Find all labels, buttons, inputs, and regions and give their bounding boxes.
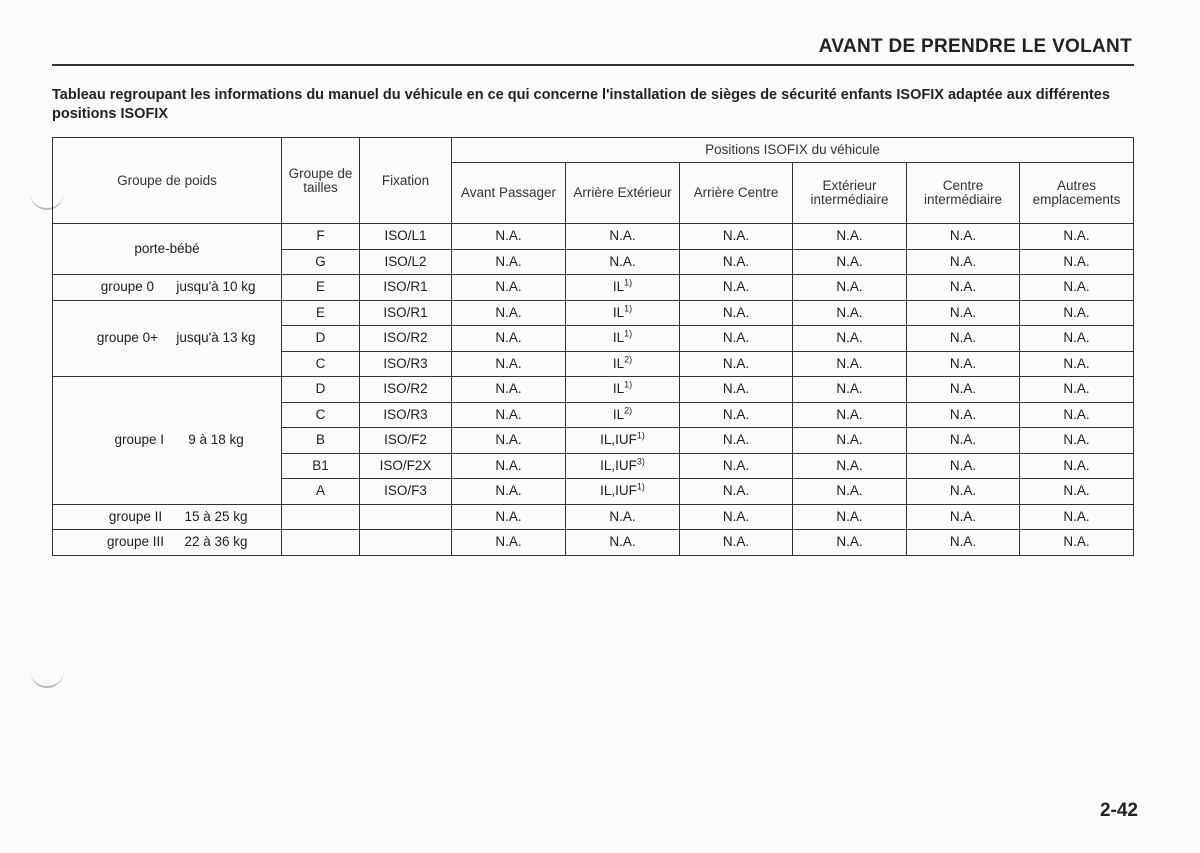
- weight-group-cell: [53, 224, 282, 275]
- position-value-cell: [566, 249, 680, 275]
- position-value-cell: [566, 275, 680, 301]
- header-position-rear-center: Arrière Centre: [680, 163, 793, 224]
- position-value: N.A.: [949, 253, 977, 269]
- table-intro-text: Tableau regroupant les informations du manuel du véhicule en ce qui concerne l'installation de sièges de sécurité enfants ISOFIX adaptée aux différentes positions ISOFIX: [52, 87, 1110, 122]
- position-value-cell: [907, 326, 1020, 352]
- position-value: N.A.: [949, 330, 977, 346]
- position-value-cell: [566, 479, 680, 505]
- position-value: N.A.: [1063, 457, 1090, 473]
- position-value-cell: [907, 351, 1020, 377]
- size-class-cell: E: [282, 300, 360, 326]
- weight-group-name: groupe 0+: [96, 330, 159, 346]
- position-value-cell: [680, 300, 793, 326]
- size-class-cell: D: [282, 326, 360, 352]
- position-value-cell: [793, 351, 907, 377]
- position-value-cell: [680, 249, 793, 275]
- position-value: N.A.: [949, 228, 977, 244]
- position-value-cell: [566, 453, 680, 479]
- position-value-cell: [793, 224, 907, 250]
- fixation-cell: ISO/R2: [360, 377, 452, 403]
- position-value: N.A.: [949, 355, 977, 371]
- position-value: N.A.: [1063, 508, 1090, 524]
- position-value-cell: [566, 504, 680, 530]
- fixation-cell: ISO/F2X: [360, 453, 452, 479]
- position-value-cell: [680, 275, 793, 301]
- position-value-cell: [1020, 275, 1134, 301]
- position-value-cell: [907, 530, 1020, 556]
- position-value: N.A.: [836, 253, 863, 269]
- position-value-cell: [680, 326, 793, 352]
- position-value-cell: [1020, 453, 1134, 479]
- position-value-cell: [907, 249, 1020, 275]
- position-value: N.A.: [1063, 279, 1090, 295]
- position-value: N.A.: [722, 483, 750, 499]
- position-value-cell: [1020, 300, 1134, 326]
- size-class-cell: A: [282, 479, 360, 505]
- position-value: N.A.: [836, 534, 863, 550]
- position-value-cell: [1020, 428, 1134, 454]
- weight-group-name: porte-bébé: [134, 241, 200, 256]
- position-value: N.A.: [836, 457, 863, 473]
- footnote-marker: 2): [624, 354, 633, 365]
- weight-group-cell: [53, 504, 282, 530]
- fixation-cell: ISO/R3: [360, 351, 452, 377]
- position-value: N.A.: [836, 355, 863, 371]
- position-value: IL,IUF: [600, 457, 637, 473]
- table-row: [53, 275, 1134, 301]
- weight-group-range: jusqu'à 10 kg: [176, 279, 256, 295]
- position-value-cell: [907, 479, 1020, 505]
- fixation-cell: [360, 530, 452, 556]
- position-value: N.A.: [949, 304, 977, 320]
- weight-group-range: 9 à 18 kg: [188, 432, 244, 448]
- position-value: IL: [612, 304, 625, 320]
- position-value-cell: [907, 300, 1020, 326]
- weight-group-range: jusqu'à 13 kg: [176, 330, 256, 346]
- position-value-cell: [452, 504, 566, 530]
- position-value: N.A.: [949, 534, 977, 550]
- position-value: N.A.: [1063, 432, 1090, 448]
- weight-group-cell: [53, 530, 282, 556]
- size-class-cell: C: [282, 351, 360, 377]
- position-value-cell: [680, 351, 793, 377]
- position-value-cell: [566, 351, 680, 377]
- position-value: IL: [612, 330, 625, 346]
- position-value: N.A.: [495, 279, 522, 295]
- position-value: N.A.: [836, 381, 863, 397]
- position-value-cell: [680, 402, 793, 428]
- position-value: N.A.: [722, 508, 750, 524]
- position-value: N.A.: [836, 304, 863, 320]
- position-value: N.A.: [949, 279, 977, 295]
- position-value-cell: [452, 249, 566, 275]
- position-value-cell: [1020, 249, 1134, 275]
- position-value-cell: [566, 377, 680, 403]
- position-value: N.A.: [722, 406, 750, 422]
- footnote-marker: 1): [624, 328, 633, 339]
- footnote-marker: 2): [624, 405, 633, 416]
- position-value: IL,IUF: [600, 432, 637, 448]
- position-value: N.A.: [495, 406, 522, 422]
- position-value-cell: [793, 479, 907, 505]
- position-value-cell: [1020, 326, 1134, 352]
- position-value-cell: [793, 453, 907, 479]
- position-value-cell: [452, 377, 566, 403]
- header-position-front-passenger: Avant Passager: [452, 163, 566, 224]
- page-number: 2-42: [1099, 800, 1138, 821]
- position-value: N.A.: [836, 508, 863, 524]
- position-value: N.A.: [722, 253, 750, 269]
- fixation-cell: ISO/R3: [360, 402, 452, 428]
- position-value-cell: [793, 300, 907, 326]
- weight-group-name: groupe 0: [100, 279, 155, 295]
- fixation-cell: ISO/R2: [360, 326, 452, 352]
- position-value-cell: [1020, 224, 1134, 250]
- position-value: N.A.: [722, 330, 750, 346]
- weight-group-name: groupe III: [106, 534, 164, 550]
- isofix-table: [52, 137, 1134, 556]
- page-header-title: AVANT DE PRENDRE LE VOLANT: [818, 36, 1132, 57]
- position-value-cell: [680, 428, 793, 454]
- position-value-cell: [1020, 479, 1134, 505]
- position-value-cell: [793, 402, 907, 428]
- position-value: N.A.: [722, 304, 750, 320]
- position-value: N.A.: [836, 432, 863, 448]
- position-value: N.A.: [836, 279, 863, 295]
- position-value: N.A.: [1063, 406, 1090, 422]
- position-value-cell: [452, 326, 566, 352]
- fixation-cell: [360, 504, 452, 530]
- weight-group-cell: [53, 275, 282, 301]
- position-value-cell: [566, 530, 680, 556]
- position-value: N.A.: [495, 304, 522, 320]
- binder-hole-mark: [30, 664, 64, 688]
- footnote-marker: 3): [636, 456, 645, 467]
- fixation-cell: ISO/F2: [360, 428, 452, 454]
- position-value: N.A.: [1063, 381, 1090, 397]
- header-isofix-positions: Positions ISOFIX du véhicule: [452, 138, 1134, 163]
- weight-group-cell: [53, 300, 282, 377]
- position-value-cell: [452, 479, 566, 505]
- header-position-middle-center: Centre intermédiaire: [907, 163, 1020, 224]
- position-value-cell: [680, 530, 793, 556]
- table-row: [53, 504, 1134, 530]
- position-value: N.A.: [722, 355, 750, 371]
- position-value-cell: [907, 402, 1020, 428]
- position-value-cell: [793, 377, 907, 403]
- position-value-cell: [793, 428, 907, 454]
- position-value: N.A.: [609, 508, 636, 524]
- position-value: N.A.: [949, 457, 977, 473]
- size-class-cell: [282, 504, 360, 530]
- position-value: N.A.: [1063, 534, 1090, 550]
- position-value-cell: [452, 224, 566, 250]
- position-value: N.A.: [949, 406, 977, 422]
- footnote-marker: 1): [624, 303, 633, 314]
- position-value-cell: [452, 428, 566, 454]
- position-value: N.A.: [495, 483, 522, 499]
- position-value-cell: [566, 300, 680, 326]
- position-value: N.A.: [722, 279, 750, 295]
- position-value-cell: [566, 326, 680, 352]
- position-value-cell: [452, 351, 566, 377]
- size-class-cell: C: [282, 402, 360, 428]
- position-value: IL: [612, 406, 625, 422]
- position-value-cell: [793, 504, 907, 530]
- position-value: N.A.: [722, 534, 750, 550]
- size-class-cell: E: [282, 275, 360, 301]
- position-value: N.A.: [1063, 483, 1090, 499]
- position-value: N.A.: [609, 534, 636, 550]
- position-value: N.A.: [609, 228, 636, 244]
- position-value-cell: [680, 377, 793, 403]
- position-value: N.A.: [722, 457, 750, 473]
- fixation-cell: ISO/F3: [360, 479, 452, 505]
- position-value-cell: [793, 249, 907, 275]
- fixation-cell: ISO/R1: [360, 300, 452, 326]
- position-value-cell: [1020, 402, 1134, 428]
- position-value: N.A.: [495, 457, 522, 473]
- position-value: IL: [612, 381, 625, 397]
- position-value-cell: [1020, 351, 1134, 377]
- position-value: N.A.: [495, 355, 522, 371]
- fixation-cell: ISO/R1: [360, 275, 452, 301]
- position-value-cell: [907, 453, 1020, 479]
- size-class-cell: [282, 530, 360, 556]
- header-size-group: Groupe de tailles: [282, 138, 360, 224]
- position-value-cell: [1020, 530, 1134, 556]
- position-value: N.A.: [495, 228, 522, 244]
- position-value-cell: [907, 428, 1020, 454]
- position-value: N.A.: [949, 508, 977, 524]
- position-value: N.A.: [1063, 228, 1090, 244]
- position-value-cell: [907, 504, 1020, 530]
- position-value: N.A.: [609, 253, 636, 269]
- position-value: N.A.: [495, 253, 522, 269]
- position-value: N.A.: [722, 381, 750, 397]
- fixation-cell: ISO/L1: [360, 224, 452, 250]
- position-value-cell: [907, 377, 1020, 403]
- position-value: N.A.: [1063, 253, 1090, 269]
- size-class-cell: F: [282, 224, 360, 250]
- position-value: N.A.: [1063, 304, 1090, 320]
- footnote-marker: 1): [624, 379, 633, 390]
- position-value-cell: [566, 402, 680, 428]
- position-value: N.A.: [495, 534, 522, 550]
- position-value: N.A.: [495, 330, 522, 346]
- position-value: N.A.: [495, 432, 522, 448]
- footnote-marker: 1): [636, 430, 645, 441]
- table-row: [53, 224, 1134, 250]
- position-value-cell: [1020, 377, 1134, 403]
- footnote-marker: 1): [624, 277, 633, 288]
- position-value: IL: [612, 355, 625, 371]
- header-position-middle-outboard: Extérieur intermédiaire: [793, 163, 907, 224]
- position-value-cell: [680, 479, 793, 505]
- table-row: [53, 300, 1134, 326]
- position-value: IL,IUF: [600, 483, 637, 499]
- fixation-cell: ISO/L2: [360, 249, 452, 275]
- position-value: N.A.: [722, 432, 750, 448]
- position-value: N.A.: [495, 508, 522, 524]
- position-value-cell: [566, 224, 680, 250]
- position-value: N.A.: [949, 381, 977, 397]
- header-rule: [52, 64, 1134, 66]
- header-weight-group: Groupe de poids: [53, 138, 282, 224]
- position-value: N.A.: [836, 330, 863, 346]
- position-value: N.A.: [1063, 330, 1090, 346]
- position-value: IL: [612, 279, 625, 295]
- header-position-other: Autres emplacements: [1020, 163, 1134, 224]
- position-value-cell: [566, 428, 680, 454]
- weight-group-range: 15 à 25 kg: [184, 508, 248, 524]
- size-class-cell: B1: [282, 453, 360, 479]
- position-value: N.A.: [949, 483, 977, 499]
- position-value-cell: [907, 224, 1020, 250]
- position-value: N.A.: [949, 432, 977, 448]
- table-row: [53, 377, 1134, 403]
- position-value: N.A.: [836, 228, 863, 244]
- weight-group-cell: [53, 377, 282, 505]
- position-value-cell: [793, 530, 907, 556]
- position-value: N.A.: [495, 381, 522, 397]
- position-value: N.A.: [1063, 355, 1090, 371]
- position-value-cell: [680, 224, 793, 250]
- position-value-cell: [452, 300, 566, 326]
- size-class-cell: D: [282, 377, 360, 403]
- position-value-cell: [1020, 504, 1134, 530]
- position-value-cell: [452, 275, 566, 301]
- weight-group-range: 22 à 36 kg: [184, 534, 248, 550]
- position-value-cell: [793, 275, 907, 301]
- position-value-cell: [907, 275, 1020, 301]
- size-class-cell: G: [282, 249, 360, 275]
- position-value-cell: [452, 530, 566, 556]
- position-value: N.A.: [836, 406, 863, 422]
- position-value-cell: [452, 402, 566, 428]
- header-position-rear-outboard: Arrière Extérieur: [566, 163, 680, 224]
- position-value: N.A.: [722, 228, 750, 244]
- table-row: [53, 530, 1134, 556]
- position-value: N.A.: [836, 483, 863, 499]
- footnote-marker: 1): [636, 481, 645, 492]
- position-value-cell: [452, 453, 566, 479]
- position-value-cell: [680, 453, 793, 479]
- weight-group-name: groupe II: [108, 508, 163, 524]
- position-value-cell: [680, 504, 793, 530]
- size-class-cell: B: [282, 428, 360, 454]
- header-fixation: Fixation: [360, 138, 452, 224]
- position-value-cell: [793, 326, 907, 352]
- weight-group-name: groupe I: [114, 432, 164, 448]
